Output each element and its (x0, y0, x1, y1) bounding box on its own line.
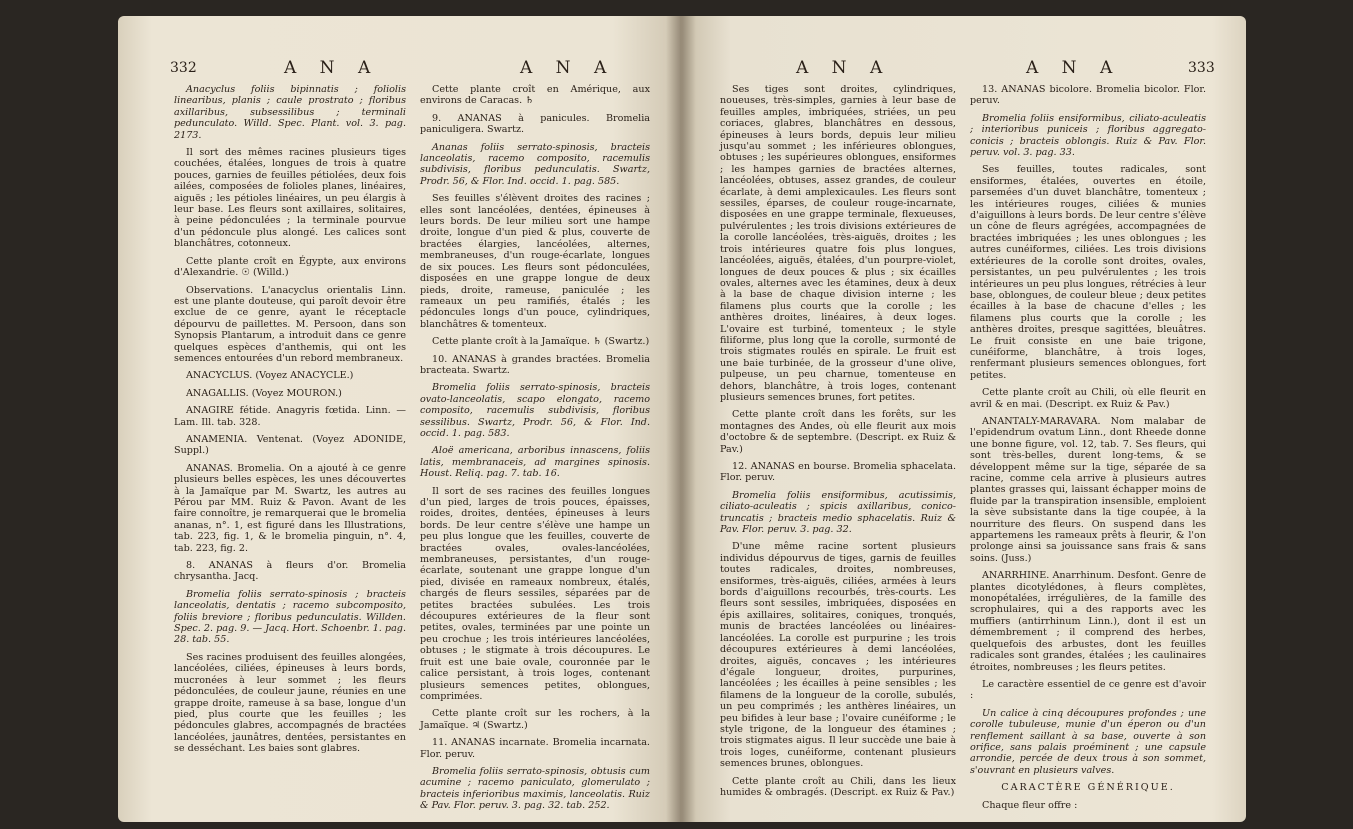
paragraph: Le caractère essentiel de ce genre est d'avoir : (970, 678, 1206, 702)
running-head-left-1: A N A (284, 58, 380, 78)
paragraph: 8. ANANAS à fleurs d'or. Bromelia chrysantha. Jacq. (174, 560, 406, 583)
left-column-2 (420, 84, 650, 818)
right-column-1 (720, 84, 956, 804)
paragraph: ANANTALY-MARAVARA. Nom malabar de l'epidendrum ovatum Linn., dont Rheede donne une bonne figure, vol. 12, tab. 7. Ses fleurs, qui sont très-belles, durent long-tems, & se développent même sur la tige, séparée de sa racine, comme cela arrive à plusieurs autres plantes grasses qui, laissant échapper moins de fluide par la transpiration insensible, emploient la sève subsistante dans la tige coupée, à la nourriture des fleurs. On suspend dans les appartemens les rameaux prêts à fleurir, & l'on prolonge ainsi sa jouissance sans frais & sans soins. (Juss.) (970, 415, 1206, 564)
paragraph: ANANAS. Bromelia. On a ajouté à ce genre plusieurs belles espèces, les unes découvertes à la Jamaïque par M. Swartz, les autres au Pérou par MM. Ruiz & Pavon. Avant de les faire connoître, je remarquerai que le bromelia ananas, n°. 1, est figuré dans les Illustrations, tab. 223, fig. 1, & le bromelia pinguin, n°. 4, tab. 223, fig. 2. (174, 462, 406, 554)
running-head-right-2: A N A (1026, 58, 1122, 78)
open-book (118, 16, 1246, 822)
page-number-left: 332 (170, 60, 197, 76)
left-page (118, 16, 680, 822)
paragraph: Cette plante croît au Chili, où elle fleurit en avril & en mai. (Descript. ex Ruiz & Pav.) (970, 387, 1206, 410)
paragraph: Ananas foliis serrato-spinosis, bracteis lanceolatis, racemo composito, racemulis subdivisis, floribus pedunculatis. Swartz, Prodr. 56, & Flor. Ind. occid. 1. pag. 585. (420, 141, 650, 187)
paragraph: Cette plante croît dans les forêts, sur les montagnes des Andes, où elle fleurit aux mois d'octobre & de septembre. (Descript. ex Ruiz & Pav.) (720, 409, 956, 455)
paragraph: Aloë americana, arboribus innascens, foliis latis, membranaceis, ad margines spinosis. Houst. Reliq. pag. 7. tab. 16. (420, 445, 650, 480)
paragraph: Bromelia foliis serrato-spinosis, bracteis ovato-lanceolatis, scapo elongato, racemo composito, racemulis subdivisis, floribus sessilibus. Swartz, Prodr. 56, & Flor. Ind. occid. 1. pag. 583. (420, 382, 650, 439)
paragraph: Ses racines produisent des feuilles alongées, lancéolées, ciliées, épineuses à leurs bords, mucronées à leur sommet ; les fleurs pédonculées, de couleur jaune, réunies en une grappe droite, rameuse à sa base, longue d'un pied, plus courte que les feuilles ; les pédoncules glabres, accompagnés de bractées lancéolées, jaunâtres, dentées, persistantes en se desséchant. Les baies sont glabres. (174, 651, 406, 755)
paragraph: ANAGALLIS. (Voyez MOURON.) (186, 387, 342, 399)
paragraph: Anacyclus foliis bipinnatis ; foliolis linearibus, planis ; caule prostrato ; floribus axillaribus, subsessilibus ; terminali pedunculato. Willd. Spec. Plant. vol. 3. pag. 2173. (174, 84, 406, 141)
paragraph: Bromelia foliis ensiformibus, ciliato-aculeatis ; interioribus puniceis ; floribus aggregato-conicis ; bracteis oblongis. Ruiz & Pav. Flor. peruv. vol. 3. pag. 33. (970, 112, 1206, 159)
paragraph: ANAGIRE fétide. Anagyris fœtida. Linn. — Lam. Ill. tab. 328. (174, 405, 406, 428)
paragraph: ANACYCLUS. (Voyez ANACYCLE.) (186, 370, 354, 382)
right-page (680, 16, 1246, 822)
section-heading: CARACTÈRE GÉNÉRIQUE. (1001, 782, 1175, 794)
running-head-left-2: A N A (520, 58, 616, 78)
paragraph: Cette plante croît à la Jamaïque. ♄ (Swartz.) (432, 336, 650, 348)
paragraph: Ses feuilles, toutes radicales, sont ensiformes, étalées, ouvertes en étoile, parsemées d'un duvet blanchâtre, tomenteux ; les intérieures rouges, ciliées & munies d'aiguillons à leurs bords. De leur centre s'élève un cône de fleurs agrégées, accompagnées de bractées imbriquées ; les unes oblongues ; les autres cunéiformes, ciliées. Les trois divisions extérieures de la corolle sont droites, ovales, persistantes, un peu pulvérulentes ; les trois intérieures un peu plus longues, rétrécies à leur base, oblongues, de couleur bleue ; deux petites écailles à la base de chacune d'elles ; les filamens plus courts que la corolle ; les anthères droites, presque sagittées, bleuâtres. Le fruit consiste en une baie trigone, cunéiforme, blanchâtre, à trois loges, renfermant plusieurs semences oblongues, fort petites. (970, 164, 1206, 381)
paragraph: Chaque fleur offre : (982, 799, 1078, 811)
paragraph: 11. ANANAS incarnate. Bromelia incarnata. Flor. peruv. (420, 737, 650, 760)
running-head-right-1: A N A (796, 58, 892, 78)
paragraph: Cette plante croît en Égypte, aux environs d'Alexandrie. ☉ (Willd.) (174, 255, 406, 279)
paragraph: Bromelia foliis serrato-spinosis ; bracteis lanceolatis, dentatis ; racemo subcomposito, foliis breviore ; floribus pedunculatis. Willden. Spec. 2. pag. 9. — Jacq. Hort. Schoenbr. 1. pag. 28. tab. 55. (174, 588, 406, 646)
paragraph: 9. ANANAS à panicules. Bromelia paniculigera. Swartz. (420, 112, 650, 136)
book-gutter (666, 16, 696, 822)
paragraph: Il sort de ses racines des feuilles longues d'un pied, larges de trois pouces, épaisses, roides, droites, dentées, épineuses à leurs bords. De leur centre s'élève une hampe un peu plus longue que les feuilles, couverte de bractées ovales, ovales-lancéolées, membraneuses, persistantes, d'un rouge-écarlate, soutenant une grappe longue d'un pied, divisée en rameaux nombreux, étalés, chargés de fleurs sessiles, séparées par de petites bractées subulées. Les trois découpures extérieures de la fleur sont petites, ovales, terminées par une pointe un peu crochue ; les trois intérieures lancéolées, obtuses ; le stigmate à trois découpures. Le fruit est une baie ovale, couronnée par le calice persistant, à trois loges, contenant plusieurs semences petites, oblongues, comprimées. (420, 485, 650, 702)
paragraph: Bromelia foliis ensiformibus, acutissimis, ciliato-aculeatis ; spicis axillaribus, conico-truncatis ; bracteis medio sphacelatis. Ruiz & Pav. Flor. peruv. 3. pag. 32. (720, 489, 956, 536)
paragraph: 12. ANANAS en bourse. Bromelia sphacelata. Flor. peruv. (720, 461, 956, 484)
paragraph: Observations. L'anacyclus orientalis Linn. est une plante douteuse, qui paroît devoir être exclue de ce genre, ayant le réceptacle dépourvu de paillettes. M. Persoon, dans son Synopsis Plantarum, a introduit dans ce genre quelques espèces d'anthemis, qui ont les semences entourées d'un rebord membraneux. (174, 284, 406, 364)
paragraph: ANAMENIA. Ventenat. (Voyez ADONIDE, Suppl.) (174, 433, 406, 457)
paragraph: Il sort des mêmes racines plusieurs tiges couchées, étalées, longues de trois à quatre pouces, garnies de feuilles pétiolées, deux fois ailées, composées de folioles planes, linéaires, aiguës ; les pétioles linéaires, un peu élargis à leur base. Les fleurs sont axillaires, solitaires, à peine pédonculées ; la terminale pourvue d'un pédoncule plus alongé. Les calices sont blanchâtres, cotonneux. (174, 147, 406, 250)
paragraph: Bromelia foliis serrato-spinosis, obtusis cum acumine ; racemo paniculato, glomerulato ; bracteis inferioribus maximis, lanceolatis. Ruiz & Pav. Flor. peruv. 3. pag. 32. tab. 252. (420, 765, 650, 812)
paragraph: Cette plante croît en Amérique, aux environs de Caracas. ♄ (420, 84, 650, 107)
paragraph: Cette plante croît au Chili, dans les lieux humides & ombragés. (Descript. ex Ruiz & Pav.) (720, 775, 956, 798)
page-number-right: 333 (1188, 60, 1215, 76)
paragraph: Ses tiges sont droites, cylindriques, noueuses, très-simples, garnies à leur base de feuilles amples, imbriquées, striées, un peu coriaces, glabres, blanchâtres en dessous, épineuses à leurs bords, depuis leur milieu jusqu'au sommet ; les inférieures oblongues, obtuses ; les supérieures oblongues, ensiformes ; les hampes garnies de bractées alternes, lancéolées, obtuses, assez grandes, de couleur écarlate, à demi amplexicaules. Les fleurs sont sessiles, éparses, de couleur rouge-incarnate, disposées en une grappe terminale, flexueuses, pulvérulentes ; les trois divisions extérieures de la corolle lancéolées, très-aiguës, droites ; les trois intérieures quatre fois plus longues, lancéolées, aiguës, étalées, d'un pourpre-violet, longues de deux pouces & plus ; six écailles ovales, alternes avec les étamines, deux à deux à la base de chaque division interne ; les filamens plus courts que la corolle ; les anthères droites, linéaires, à deux loges. L'ovaire est turbiné, tomenteux ; le style filiforme, plus long que la corolle, surmonté de trois stigmates roulés en spirale. Le fruit est une baie turbinée, de la grosseur d'une olive, pulpeuse, un peu charnue, tomenteuse en dehors, blanchâtre, à trois loges, contenant plusieurs semences brunes, fort petites. (720, 84, 956, 403)
left-column-1 (174, 84, 406, 761)
paragraph: Un calice à cinq découpures profondes ; une corolle tubuleuse, munie d'un éperon ou d'un renflement saillant à sa base, ouverte à son orifice, sans palais proéminent ; une capsule arrondie, percée de deux trous à son sommet, s'ouvrant en plusieurs valves. (970, 707, 1206, 776)
paragraph: 10. ANANAS à grandes bractées. Bromelia bracteata. Swartz. (420, 353, 650, 376)
paragraph: Cette plante croît sur les rochers, à la Jamaïque. ♃ (Swartz.) (420, 708, 650, 731)
paragraph: ANARRHINE. Anarrhinum. Desfont. Genre de plantes dicotylédones, à fleurs complètes, monopétalées, irrégulières, de la famille des scrophulaires, qui a des rapports avec les muffiers (antirrhinum Linn.), dont il est un démembrement ; il comprend des herbes, quelquefois des arbustes, dont les feuilles radicales sont grandes, étalées ; les caulinaires étroites, nombreuses ; les fleurs petites. (970, 570, 1206, 673)
right-column-2 (970, 84, 1206, 817)
paragraph: D'une même racine sortent plusieurs individus dépourvus de tiges, garnis de feuilles toutes radicales, droites, nombreuses, ensiformes, très-aiguës, ciliées, armées à leurs bords d'aiguillons recourbés, très-courts. Les fleurs sont sessiles, imbriquées, disposées en épis axillaires, solitaires, coniques, tronqués, munis de bractées lancéolées ou linéaires-lancéolées. La corolle est purpurine ; les trois découpures extérieures à demi lancéolées, droites, aiguës, concaves ; les intérieures d'égale longueur, droites, purpurines, lancéolées ; les écailles à peine sensibles ; les filamens de la longueur de la corolle, subulés, un peu comprimés ; les anthères linéaires, un peu bifides à leur base ; l'ovaire cunéiforme ; le style trigone, de la longueur des étamines ; trois stigmates aigus. Il leur succède une baie à trois loges, cunéiforme, contenant plusieurs semences brunes, oblongues. (720, 541, 956, 770)
paragraph: 13. ANANAS bicolore. Bromelia bicolor. Flor. peruv. (970, 84, 1206, 107)
paragraph: Ses feuilles s'élèvent droites des racines ; elles sont lancéolées, dentées, épineuses à leurs bords. De leur milieu sort une hampe droite, longue d'un pied & plus, couverte de bractées élargies, lancéolées, alternes, membraneuses, d'un rouge-écarlate, longues de six pouces. Les fleurs sont pédonculées, disposées en une grappe longue de deux pieds, droite, rameuse, paniculée ; les rameaux un peu ramifiés, étalés ; les pédoncules longs d'un pouce, cylindriques, blanchâtres & tomenteux. (420, 193, 650, 330)
